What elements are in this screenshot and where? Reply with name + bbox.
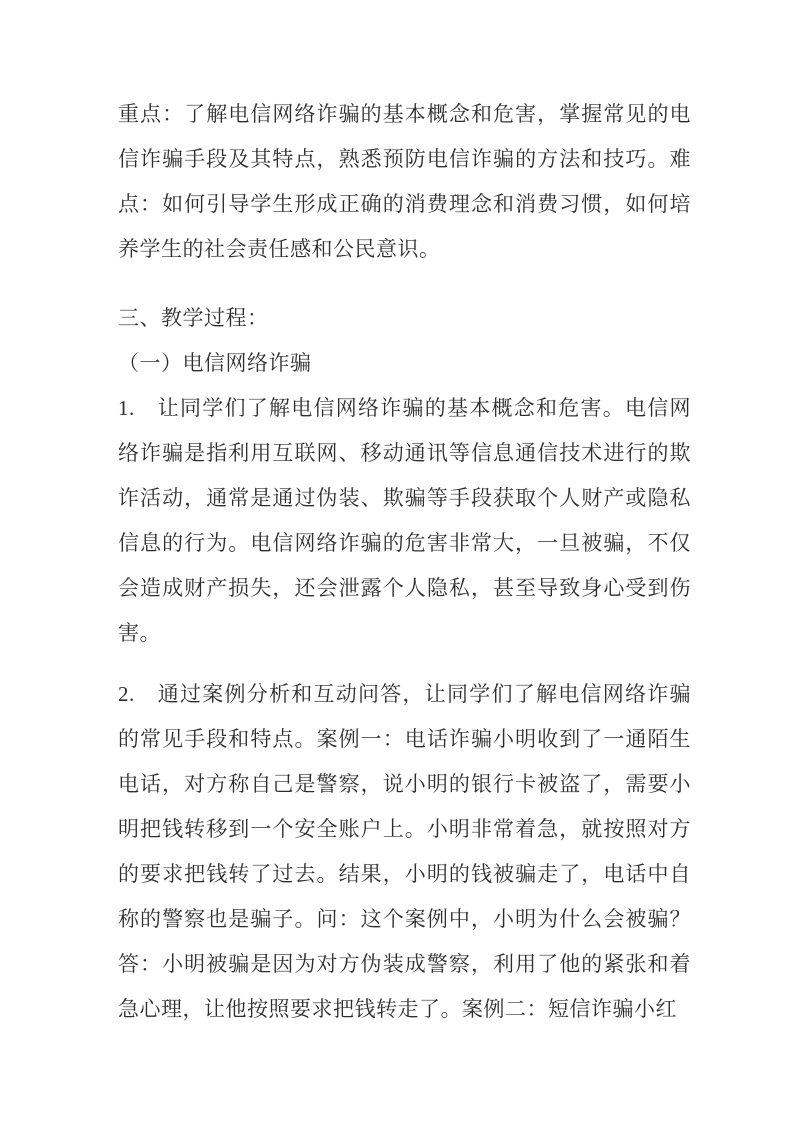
heading-teaching-process: 三、教学过程： xyxy=(118,306,269,330)
paragraph-key-points: 重点：了解电信网络诈骗的基本概念和危害，掌握常见的电信诈骗手段及其特点，熟悉预防电信诈骗的方法和技巧。难点：如何引导学生形成正确的消费理念和消费习惯，如何培养学生的社会责任感和公民意识。 xyxy=(118,102,691,261)
heading-section-one-telecom-fraud: （一）电信网络诈骗 xyxy=(118,351,312,375)
paragraph-point-2: 2. 通过案例分析和互动问答，让同学们了解电信网络诈骗的常见手段和特点。案例一：电话诈骗小明收到了一通陌生电话，对方称自己是警察，说小明的银行卡被盗了，需要小明把钱转移到一个安全账户上。小明非常着急，就按照对方的要求把钱转了过去。结果，小明的钱被骗走了，电话中自称的警察也是骗子。问：这个案例中，小明为什么会被骗？答：小明被骗是因为对方伪装成警察，利用了他的紧张和着急心理，让他按照要求把钱转走了。案例二：短信诈骗小红 xyxy=(118,682,691,1021)
paragraph-point-1: 1. 让同学们了解电信网络诈骗的基本概念和危害。电信网络诈骗是指利用互联网、移动通讯等信息通信技术进行的欺诈活动，通常是通过伪装、欺骗等手段获取个人财产或隐私信息的行为。电信网络诈骗的危害非常大，一旦被骗，不仅会造成财产损失，还会泄露个人隐私，甚至导致身心受到伤害。 xyxy=(118,396,691,645)
